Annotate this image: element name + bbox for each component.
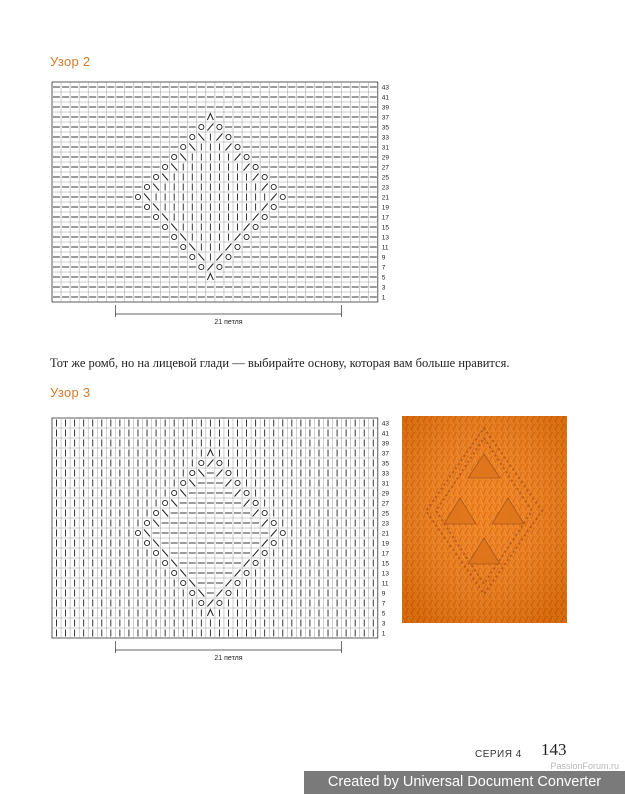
pattern-2-title: Узор 2 bbox=[50, 54, 91, 69]
pattern-2-chart bbox=[50, 80, 395, 330]
row-number: 25 bbox=[381, 510, 390, 518]
series-label: СЕРИЯ 4 bbox=[475, 749, 522, 760]
row-number: 11 bbox=[381, 244, 389, 252]
row-number: 7 bbox=[381, 600, 386, 608]
row-number: 43 bbox=[381, 420, 390, 428]
converter-watermark: Created by Universal Document Converter bbox=[304, 771, 625, 794]
row-number: 3 bbox=[381, 620, 386, 628]
row-number: 35 bbox=[381, 460, 390, 468]
chart-grid bbox=[52, 82, 378, 302]
row-number: 1 bbox=[381, 294, 386, 302]
row-number: 5 bbox=[381, 610, 386, 618]
row-number: 17 bbox=[381, 214, 390, 222]
row-number: 21 bbox=[381, 530, 390, 538]
row-number: 7 bbox=[381, 264, 386, 272]
row-number: 9 bbox=[381, 590, 386, 598]
row-number: 33 bbox=[381, 134, 390, 142]
row-number: 39 bbox=[381, 440, 390, 448]
row-number: 13 bbox=[381, 570, 390, 578]
row-number: 37 bbox=[381, 450, 390, 458]
row-number: 33 bbox=[381, 470, 390, 478]
row-number: 41 bbox=[381, 430, 390, 438]
row-number: 29 bbox=[381, 154, 390, 162]
row-number: 23 bbox=[381, 520, 390, 528]
row-number: 11 bbox=[381, 580, 389, 588]
row-number: 25 bbox=[381, 174, 390, 182]
row-number: 31 bbox=[381, 480, 390, 488]
row-number: 41 bbox=[381, 94, 390, 102]
row-number: 5 bbox=[381, 274, 386, 282]
row-number: 35 bbox=[381, 124, 390, 132]
row-number: 39 bbox=[381, 104, 390, 112]
repeat-width-label: 21 петля bbox=[214, 655, 243, 662]
chart-grid bbox=[52, 418, 378, 638]
repeat-width-label: 21 петля bbox=[214, 319, 243, 326]
row-number: 13 bbox=[381, 234, 390, 242]
row-number: 27 bbox=[381, 500, 390, 508]
row-number: 27 bbox=[381, 164, 390, 172]
row-number: 31 bbox=[381, 144, 390, 152]
row-number: 23 bbox=[381, 184, 390, 192]
page-number: 143 bbox=[541, 740, 567, 759]
row-number: 15 bbox=[381, 560, 390, 568]
row-number: 29 bbox=[381, 490, 390, 498]
row-number: 17 bbox=[381, 550, 390, 558]
row-number: 1 bbox=[381, 630, 386, 638]
pattern-3-chart bbox=[50, 416, 395, 666]
knitted-sample-image bbox=[402, 416, 567, 623]
row-number: 43 bbox=[381, 84, 390, 92]
caption-text: Тот же ромб, но на лицевой глади — выбирайте основу, которая вам больше нравится. bbox=[50, 356, 510, 370]
row-number: 3 bbox=[381, 284, 386, 292]
row-number: 15 bbox=[381, 224, 390, 232]
pattern-3-title: Узор 3 bbox=[50, 385, 91, 400]
row-number: 19 bbox=[381, 204, 390, 212]
row-number: 21 bbox=[381, 194, 390, 202]
site-credit: PassionForum.ru bbox=[550, 761, 619, 771]
row-number: 9 bbox=[381, 254, 386, 262]
row-number: 37 bbox=[381, 114, 390, 122]
knitted-sample-photo bbox=[402, 416, 567, 623]
row-number: 19 bbox=[381, 540, 390, 548]
